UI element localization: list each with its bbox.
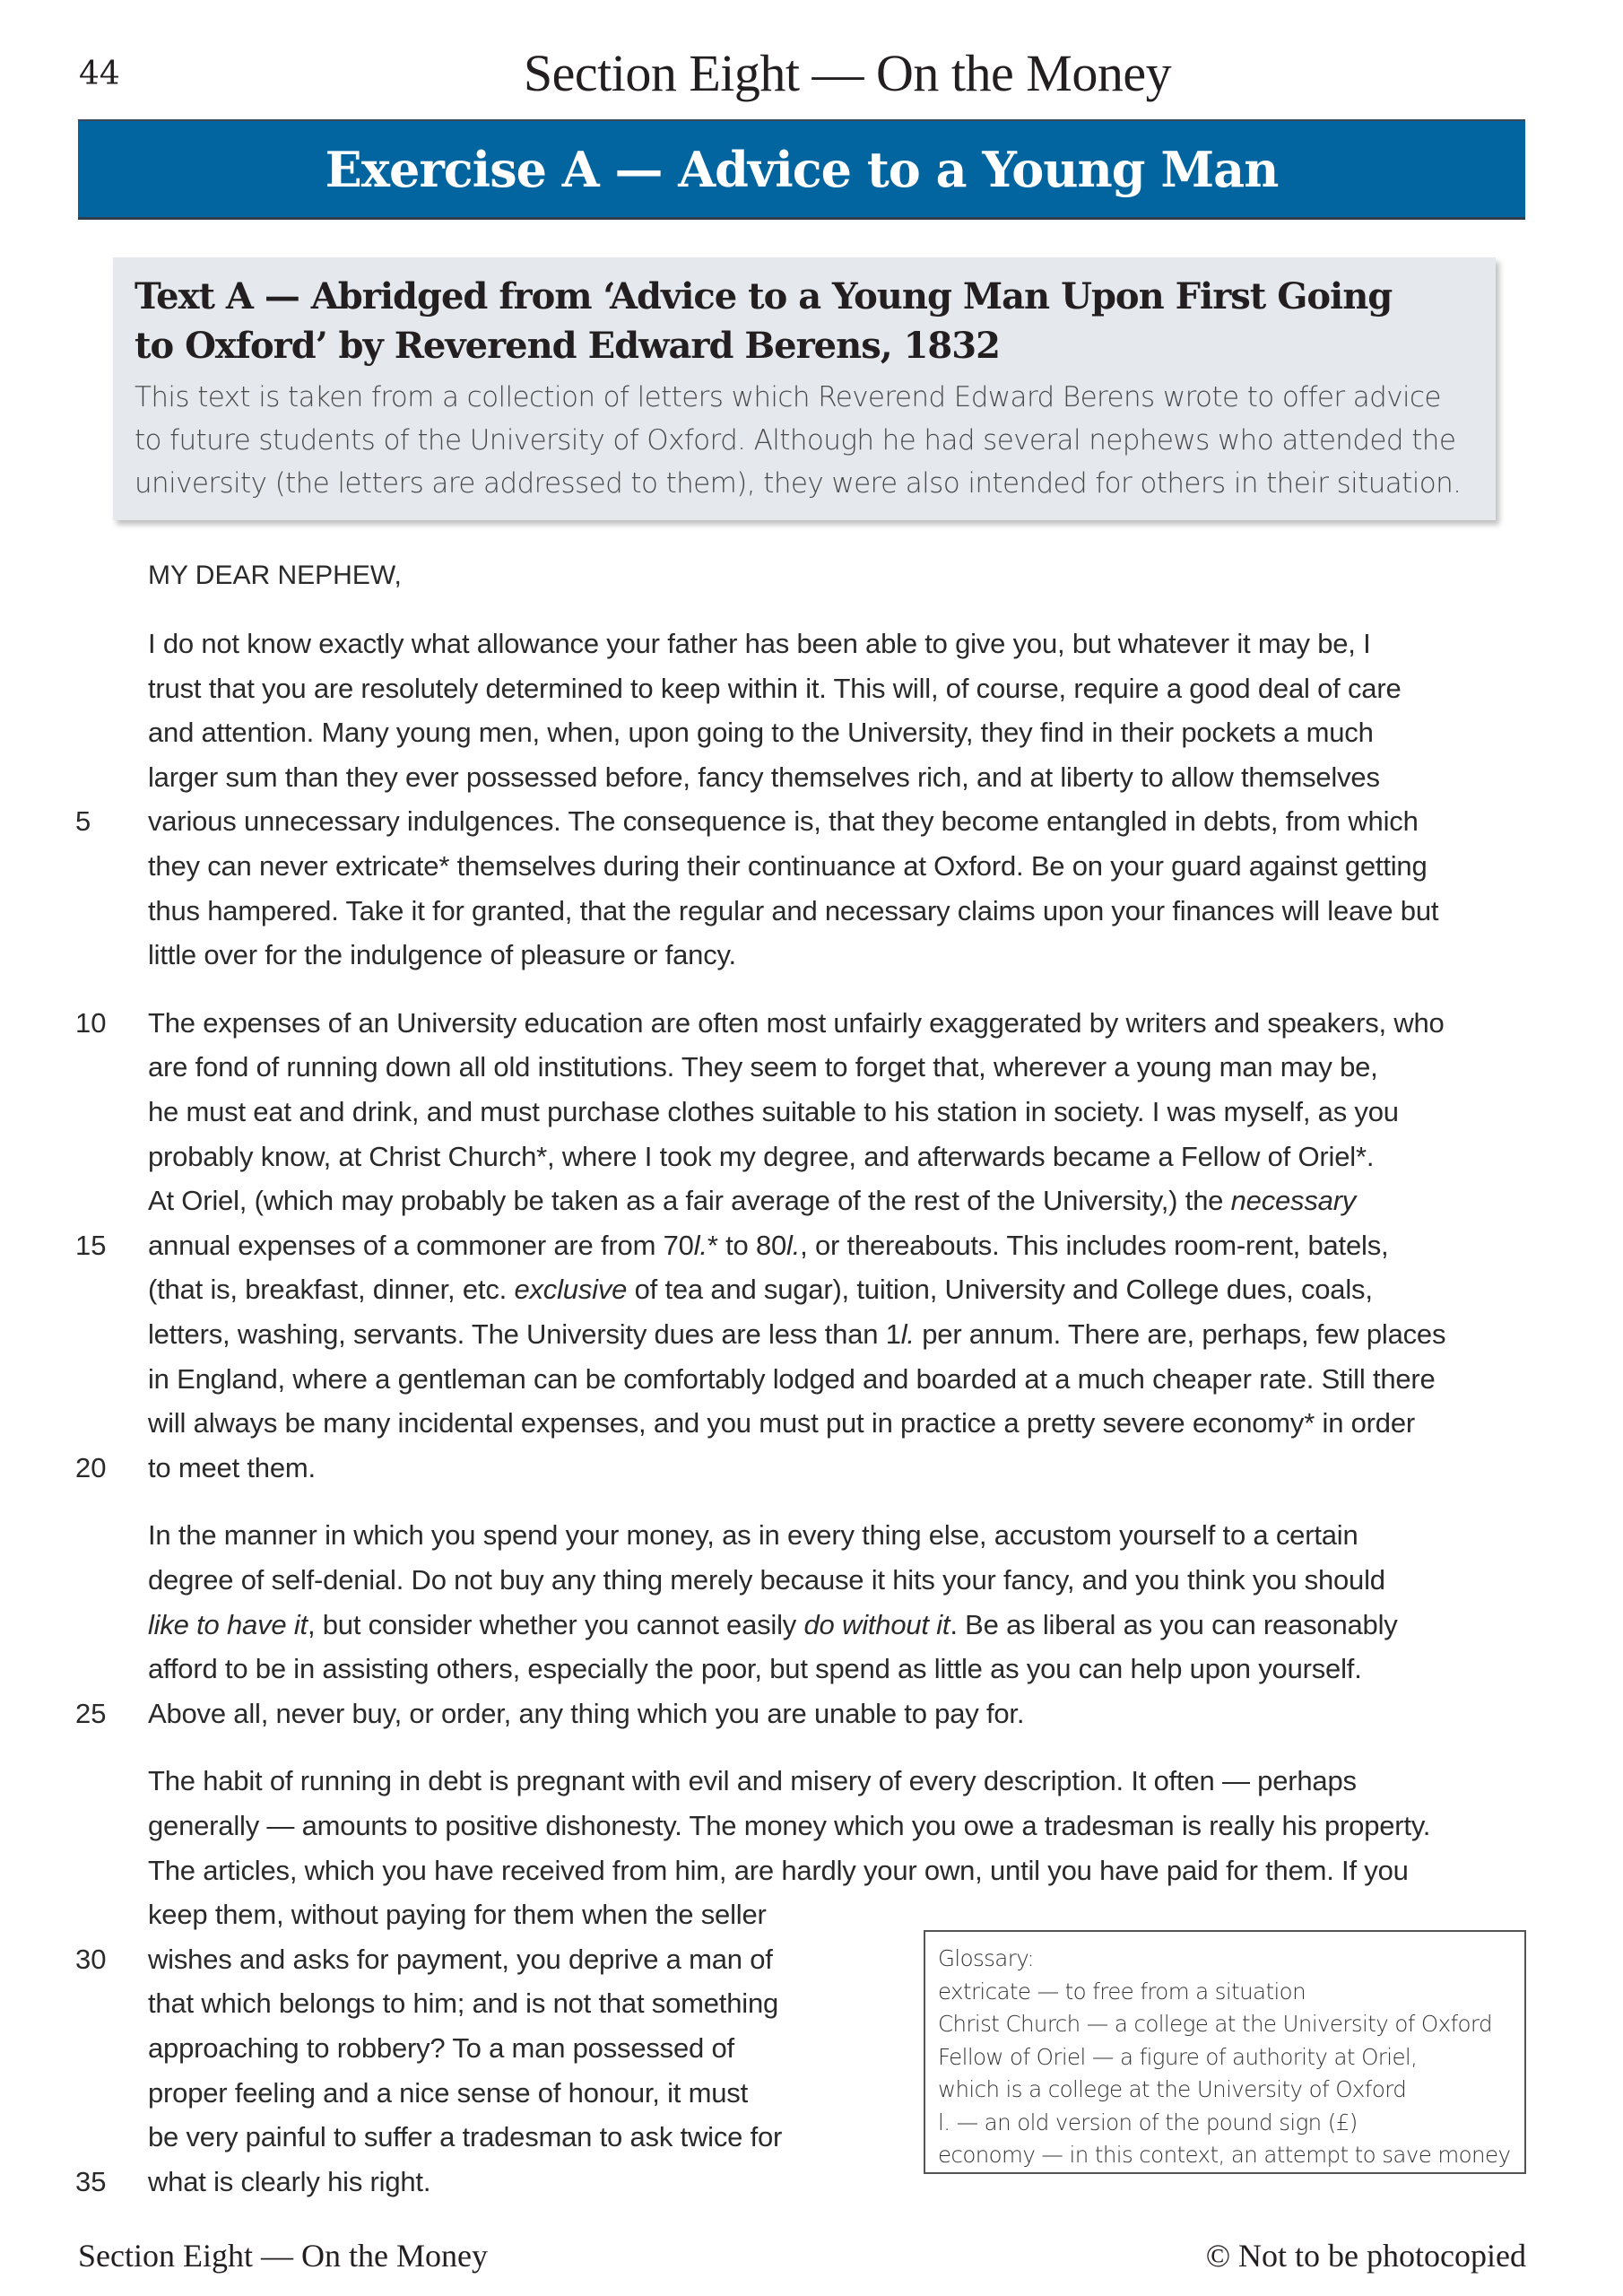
glossary-entry: Fellow of Oriel — a figure of authority at Oriel, <box>938 2043 1418 2070</box>
footer-copyright: © Not to be photocopied <box>1205 2238 1526 2274</box>
glossary-entry: extricate — to free from a situation <box>938 1978 1306 2005</box>
text-title-line-2: to Oxford’ by Reverend Edward Berens, 1832 <box>135 325 1000 367</box>
letter-line: will always be many incidental expenses, and you must put in practice a pretty severe economy* in order <box>148 1407 1416 1439</box>
glossary-heading: Glossary: <box>938 1945 1034 1971</box>
letter-line: (that is, breakfast, dinner, etc. exclusive of tea and sugar), tuition, University and College dues, coals, <box>148 1274 1373 1306</box>
section-title: Section Eight — On the Money <box>523 44 1172 102</box>
footer-section-title: Section Eight — On the Money <box>78 2238 488 2274</box>
line-number: 5 <box>75 805 91 838</box>
line-number: 20 <box>75 1451 107 1483</box>
glossary-entry: economy — in this context, an attempt to save money <box>938 2142 1511 2168</box>
letter-line: Above all, never buy, or order, any thing which you are unable to pay for. <box>148 1697 1025 1729</box>
text-title-line-1: Text A — Abridged from ‘Advice to a Young Man Upon First Going <box>135 275 1393 317</box>
letter-line: he must eat and drink, and must purchase clothes suitable to his station in society. I was myself, as you <box>148 1096 1399 1127</box>
letter-line: degree of self-denial. Do not buy any thing merely because it hits your fancy, and you think you should <box>148 1564 1385 1596</box>
letter-line: little over for the indulgence of pleasure or fancy. <box>148 939 736 971</box>
letter-line: they can never extricate* themselves during their continuance at Oxford. Be on your guard against getting <box>148 850 1428 882</box>
letter-line: trust that you are resolutely determined to keep within it. This will, of course, require a good deal of care <box>148 672 1402 704</box>
description-line: This text is taken from a collection of letters which Reverend Edward Berens wrote to offer advice <box>135 381 1441 413</box>
letter-line: probably know, at Christ Church*, where I took my degree, and afterwards became a Fellow of Oriel*. <box>148 1140 1375 1172</box>
line-number: 35 <box>75 2165 107 2197</box>
letter-line: afford to be in assisting others, especially the poor, but spend as little as you can help upon yourself. <box>148 1653 1362 1685</box>
letter-line: in England, where a gentleman can be comfortably lodged and boarded at a much cheaper rate. Still there <box>148 1362 1436 1395</box>
line-number: 30 <box>75 1943 107 1975</box>
letter-line: keep them, without paying for them when the seller <box>148 1899 767 1931</box>
letter-line: wishes and asks for payment, you deprive a man of <box>148 1943 773 1975</box>
letter-line: like to have it, but consider whether you cannot easily do without it. Be as liberal as you can reasonably <box>148 1608 1398 1640</box>
glossary-entry: l. — an old version of the pound sign (£) <box>938 2109 1358 2135</box>
line-number: 10 <box>75 1006 107 1039</box>
letter-line: that which belongs to him; and is not that something <box>148 1987 779 2020</box>
letter-line: In the manner in which you spend your money, as in every thing else, accustom yourself to a certain <box>148 1519 1358 1552</box>
letter-line: I do not know exactly what allowance your father has been able to give you, but whatever it may be, I <box>148 628 1371 659</box>
letter-line: be very painful to suffer a tradesman to ask twice for <box>148 2121 783 2153</box>
description-line: university (the letters are addressed to them), they were also intended for others in their situation. <box>135 467 1462 500</box>
glossary-box <box>924 1930 1526 2174</box>
letter-line: The habit of running in debt is pregnant with evil and misery of every description. It often — perhaps <box>148 1765 1357 1797</box>
letter-line: to meet them. <box>148 1451 316 1483</box>
letter-line: and attention. Many young men, when, upon going to the University, they find in their pockets a much <box>148 717 1374 749</box>
letter-line: thus hampered. Take it for granted, that the regular and necessary claims upon your finances will leave but <box>148 894 1439 926</box>
description-line: to future students of the University of Oxford. Although he had several nephews who attended the <box>135 424 1456 457</box>
page-number: 44 <box>79 56 120 92</box>
text-intro-box <box>113 257 1496 520</box>
letter-line: letters, washing, servants. The University dues are less than 1l. per annum. There are, perhaps, few places <box>148 1318 1446 1350</box>
letter-line: various unnecessary indulgences. The consequence is, that they become entangled in debts, from which <box>148 805 1419 838</box>
letter-line: proper feeling and a nice sense of honour, it must <box>148 2076 748 2109</box>
letter-line: generally — amounts to positive dishonesty. The money which you owe a tradesman is really his property. <box>148 1810 1431 1841</box>
letter-line: what is clearly his right. <box>148 2165 431 2197</box>
letter-line: The expenses of an University education are often most unfairly exaggerated by writers and speakers, who <box>148 1006 1445 1039</box>
line-number: 25 <box>75 1697 107 1729</box>
letter-line: approaching to robbery? To a man possessed of <box>148 2032 734 2064</box>
letter-line: At Oriel, (which may probably be taken as a fair average of the rest of the University,) the necessary <box>148 1185 1357 1217</box>
letter-line: are fond of running down all old institutions. They seem to forget that, wherever a young man may be, <box>148 1051 1378 1083</box>
letter-line: The articles, which you have received from him, are hardly your own, until you have paid for them. If you <box>148 1854 1409 1886</box>
text-description <box>135 376 1474 505</box>
glossary-entry: which is a college at the University of Oxford <box>938 2076 1407 2102</box>
exercise-banner <box>78 119 1525 220</box>
letter-salutation: MY DEAR NEPHEW, <box>148 561 402 590</box>
line-number: 15 <box>75 1229 107 1261</box>
glossary-entry: Christ Church — a college at the University of Oxford <box>938 2011 1492 2037</box>
letter-line: annual expenses of a commoner are from 70l.* to 80l., or thereabouts. This includes room-rent, batels, <box>148 1229 1389 1261</box>
exercise-title: Exercise A — Advice to a Young Man <box>325 140 1279 198</box>
letter-line: larger sum than they ever possessed before, fancy themselves rich, and at liberty to allow themselves <box>148 761 1380 793</box>
